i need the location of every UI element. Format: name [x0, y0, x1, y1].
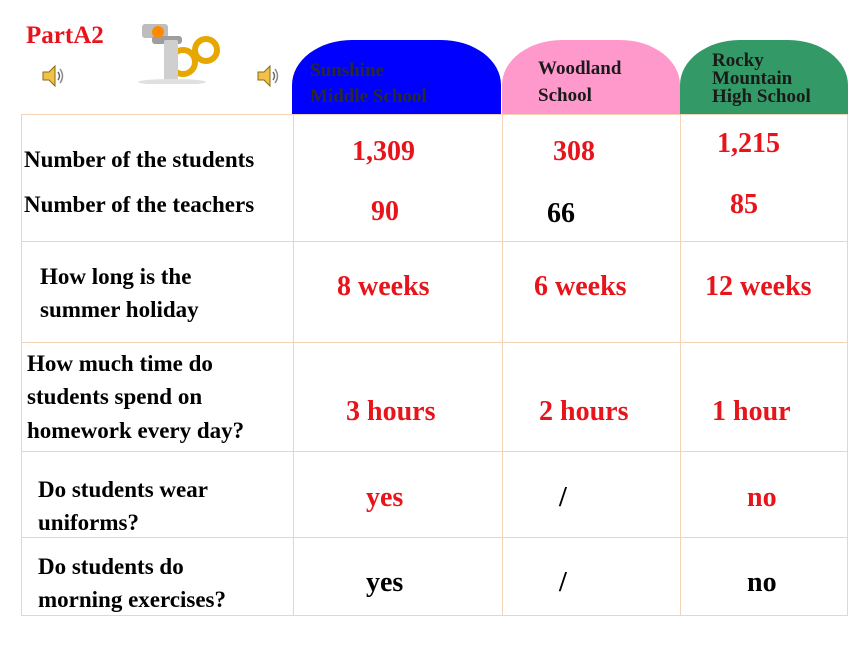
- row-label-holiday: [40, 260, 199, 327]
- row-label-line: Do students wear: [38, 477, 208, 502]
- school-header-woodland: [502, 40, 680, 115]
- row-label-line: summer holiday: [40, 297, 199, 323]
- row-label-line: students spend on: [27, 384, 203, 410]
- school-header-rocky: [680, 40, 848, 115]
- school-name-line: Woodland: [538, 58, 622, 79]
- value-woodland-exercises: /: [559, 567, 567, 598]
- clip-logo-icon: [128, 18, 228, 84]
- value-sunshine-uniforms: yes: [366, 482, 404, 513]
- value-rocky-students: 1,215: [717, 128, 780, 159]
- value-rocky-teachers: 85: [730, 189, 758, 220]
- value-sunshine-holiday: 8 weeks: [337, 271, 430, 302]
- school-name-line: Middle School: [310, 86, 427, 107]
- page-title: PartA2: [26, 22, 104, 49]
- school-name-line: Mountain: [712, 68, 793, 89]
- row-label-line: How long is the: [40, 264, 192, 289]
- value-sunshine-exercises: yes: [366, 567, 404, 598]
- school-name-line: Sunshine: [310, 60, 384, 81]
- row-label-line: morning exercises?: [38, 587, 227, 613]
- speaker-icon[interactable]: [40, 63, 66, 89]
- value-rocky-exercises: no: [747, 567, 777, 598]
- row-label-line: homework every day?: [27, 417, 245, 443]
- value-woodland-homework: 2 hours: [539, 396, 629, 427]
- value-sunshine-teachers: 90: [371, 196, 399, 227]
- row-label-teachers: Number of the teachers: [24, 192, 255, 217]
- value-woodland-teachers: 66: [547, 198, 575, 229]
- value-woodland-holiday: 6 weeks: [534, 271, 627, 302]
- value-rocky-uniforms: no: [747, 482, 777, 513]
- row-label-line: Do students do: [38, 554, 184, 579]
- speaker-icon[interactable]: [255, 63, 281, 89]
- row-label-line: uniforms?: [38, 510, 139, 536]
- school-name-line: School: [538, 85, 592, 106]
- value-rocky-holiday: 12 weeks: [705, 271, 812, 302]
- school-header-sunshine: [292, 40, 501, 115]
- row-label-line: How much time do: [27, 351, 213, 376]
- row-label-uniforms: [38, 473, 208, 540]
- value-sunshine-students: 1,309: [352, 136, 415, 167]
- value-woodland-students: 308: [553, 136, 595, 167]
- value-sunshine-homework: 3 hours: [346, 396, 436, 427]
- row-label-homework: [27, 347, 244, 447]
- row-label-exercises: [38, 550, 226, 617]
- school-name-line: Rocky: [712, 50, 764, 71]
- school-name-line: High School: [712, 86, 811, 107]
- row-label-students: Number of the students: [24, 147, 255, 172]
- value-woodland-uniforms: /: [559, 482, 567, 513]
- value-rocky-homework: 1 hour: [712, 396, 791, 427]
